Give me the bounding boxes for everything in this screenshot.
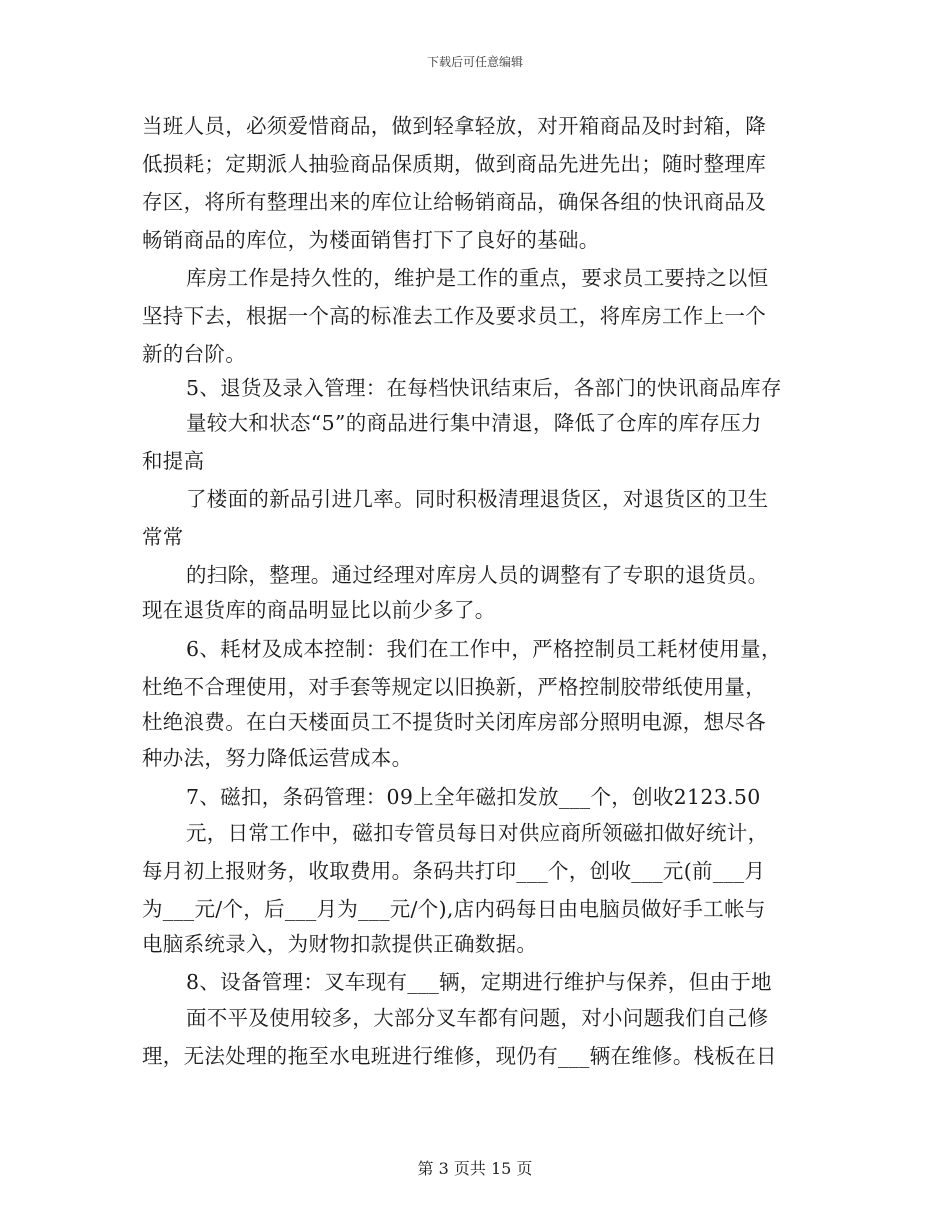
text-line: 5、退货及录入管理：在每档快讯结束后，各部门的快讯商品库存 (186, 376, 782, 400)
text-line: 8、设备管理：叉车现有___辆，定期进行维护与保养，但由于地 (186, 970, 772, 994)
text-line: 库房工作是持久性的，维护是工作的重点，要求员工要持之以恒 (186, 266, 769, 290)
text-line: 坚持下去，根据一个高的标准去工作及要求员工，将库房工作上一个 (142, 304, 766, 328)
text-line: 和提高 (142, 449, 205, 473)
text-line: 杜绝浪费。在白天楼面员工不提货时关闭库房部分照明电源，想尽各 (142, 710, 766, 734)
text-line: 为___元/个，后___月为___元/个),店内码每日由电脑员做好手工帐与 (142, 897, 766, 921)
text-line: 存区，将所有整理出来的库位让给畅销商品，确保各组的快讯商品及 (142, 190, 766, 214)
text-line: 元，日常工作中，磁扣专管员每日对供应商所领磁扣做好统计， (186, 821, 769, 845)
text-line: 量较大和状态“5”的商品进行集中清退，降低了仓库的库存压力 (186, 411, 762, 435)
page-header: 下载后可任意编辑 (426, 55, 523, 69)
text-line: 7、磁扣，条码管理：09上全年磁扣发放___个，创收2123.50 (186, 785, 761, 809)
text-line: 种办法，努力降低运营成本。 (142, 746, 413, 770)
text-line: 面不平及使用较多，大部分叉车都有问题，对小问题我们自己修 (186, 1006, 769, 1030)
text-line: 畅销商品的库位，为楼面销售打下了良好的基础。 (142, 228, 600, 252)
text-line: 每月初上报财务，收取费用。条码共打印___个，创收___元(前___月 (142, 859, 766, 883)
text-line: 理，无法处理的拖至水电班进行维修，现仍有___辆在维修。栈板在日 (142, 1044, 777, 1068)
text-line: 现在退货库的商品明显比以前少多了。 (142, 598, 496, 622)
text-line: 电脑系统录入，为财物扣款提供正确数据。 (142, 932, 538, 956)
text-line: 常常 (142, 525, 184, 549)
text-line: 新的台阶。 (142, 342, 246, 366)
text-line: 低损耗；定期派人抽验商品保质期，做到商品先进先出；随时整理库 (142, 152, 766, 176)
text-line: 杜绝不合理使用，对手套等规定以旧换新，严格控制胶带纸使用量， (142, 675, 766, 699)
text-line: 的扫除，整理。通过经理对库房人员的调整有了专职的退货员。 (186, 563, 769, 587)
page-footer: 第 3 页共 15 页 (417, 1159, 533, 1178)
text-line: 6、耗材及成本控制：我们在工作中，严格控制员工耗材使用量， (186, 637, 782, 661)
text-line: 当班人员，必须爱惜商品，做到轻拿轻放，对开箱商品及时封箱，降 (142, 114, 766, 138)
text-line: 了楼面的新品引进几率。同时积极清理退货区，对退货区的卫生 (186, 487, 769, 511)
